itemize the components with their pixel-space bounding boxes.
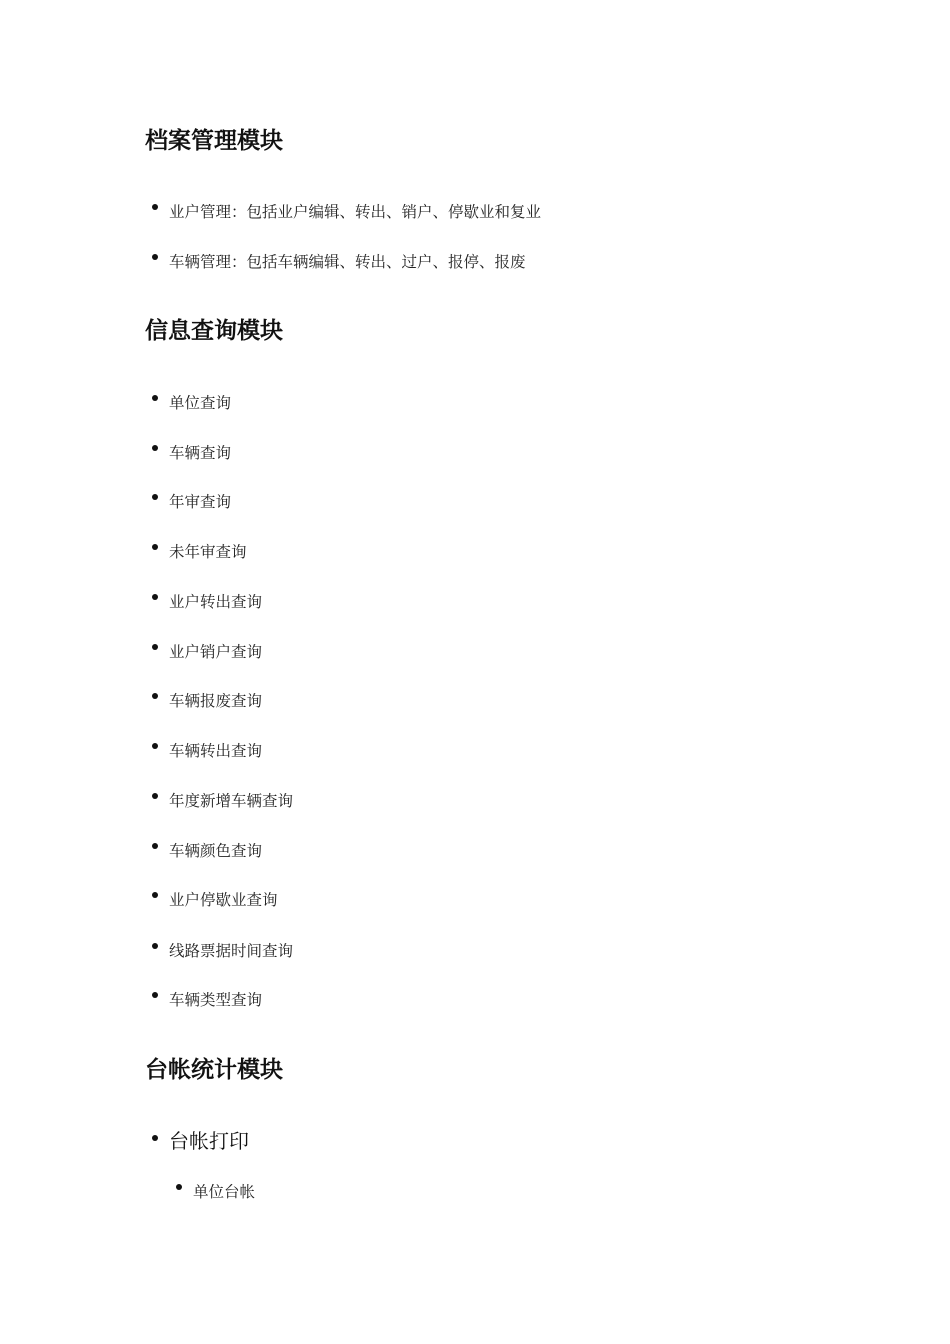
bullet-icon bbox=[152, 892, 158, 898]
bullet-icon bbox=[152, 793, 158, 799]
list-item bbox=[152, 442, 231, 464]
list-item-text: 业户管理：包括业户编辑、转出、销户、停歇业和复业 bbox=[169, 203, 542, 221]
list-item-text: 业户停歇业查询 bbox=[169, 891, 278, 909]
list-item-text: 车辆转出查询 bbox=[169, 742, 263, 760]
bullet-icon bbox=[152, 943, 158, 949]
list-item-text: 车辆查询 bbox=[169, 444, 232, 462]
list-item-text: 业户转出查询 bbox=[169, 593, 263, 611]
bullet-icon bbox=[152, 992, 158, 998]
bullet-icon bbox=[152, 843, 158, 849]
list-item-text: 车辆颜色查询 bbox=[169, 842, 263, 860]
list-item bbox=[152, 790, 293, 812]
bullet-icon bbox=[152, 494, 158, 500]
list-item bbox=[152, 591, 262, 613]
bullet-icon bbox=[152, 594, 158, 600]
bullet-icon bbox=[152, 693, 158, 699]
bullet-icon bbox=[152, 1135, 158, 1141]
section-title-query: 信息查询模块 bbox=[145, 318, 283, 344]
bullet-icon bbox=[152, 544, 158, 550]
sub-list-item bbox=[176, 1181, 255, 1203]
list-item bbox=[152, 940, 293, 962]
list-item bbox=[152, 641, 262, 663]
list-item bbox=[152, 690, 262, 712]
list-item bbox=[152, 392, 231, 414]
list-item-text: 台帐打印 bbox=[169, 1129, 249, 1153]
list-item-text: 线路票据时间查询 bbox=[169, 942, 294, 960]
bullet-icon bbox=[152, 445, 158, 451]
list-item bbox=[152, 541, 247, 563]
bullet-icon bbox=[152, 254, 158, 260]
list-item-text: 车辆管理：包括车辆编辑、转出、过户、报停、报废 bbox=[169, 253, 526, 271]
list-item bbox=[152, 1127, 249, 1155]
list-item bbox=[152, 201, 541, 223]
list-item bbox=[152, 840, 262, 862]
list-item-text: 车辆类型查询 bbox=[169, 991, 263, 1009]
sub-list-item-text: 单位台帐 bbox=[193, 1183, 256, 1201]
bullet-icon bbox=[152, 204, 158, 210]
list-item bbox=[152, 251, 526, 273]
section-title-archive: 档案管理模块 bbox=[145, 128, 283, 154]
section-title-ledger: 台帐统计模块 bbox=[145, 1057, 283, 1083]
list-item bbox=[152, 491, 231, 513]
list-item bbox=[152, 989, 262, 1011]
list-item bbox=[152, 740, 262, 762]
bullet-icon bbox=[152, 395, 158, 401]
list-item bbox=[152, 889, 278, 911]
list-item-text: 单位查询 bbox=[169, 394, 232, 412]
bullet-icon bbox=[152, 743, 158, 749]
list-item-text: 年度新增车辆查询 bbox=[169, 792, 294, 810]
bullet-icon bbox=[152, 644, 158, 650]
list-item-text: 车辆报废查询 bbox=[169, 692, 263, 710]
list-item-text: 未年审查询 bbox=[169, 543, 247, 561]
bullet-icon bbox=[176, 1184, 182, 1190]
list-item-text: 业户销户查询 bbox=[169, 643, 263, 661]
list-item-text: 年审查询 bbox=[169, 493, 232, 511]
